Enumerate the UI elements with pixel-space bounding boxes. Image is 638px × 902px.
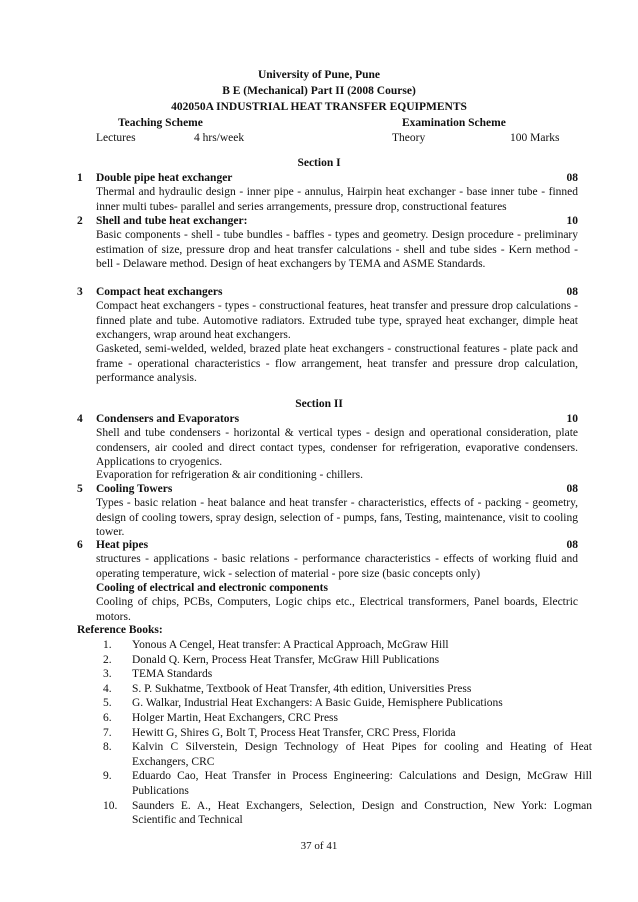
reference-books-heading: Reference Books: bbox=[77, 624, 163, 636]
reference-text: Donald Q. Kern, Process Heat Transfer, McGraw Hill Publications bbox=[132, 653, 440, 666]
unit-hours: 08 bbox=[566, 539, 578, 551]
unit-title: Shell and tube heat exchanger: bbox=[96, 215, 248, 227]
unit-title: Heat pipes bbox=[96, 539, 149, 551]
list-item bbox=[0, 696, 638, 711]
unit-description: Types - basic relation - heat balance and heat transfer - characteristics, effects of - packing - geometry, design of cooling towers, spray design, selection of - pumps, fans, Testing, maintenance, visit to cooling tower. bbox=[96, 497, 578, 539]
reference-number: 6. bbox=[103, 711, 112, 724]
unit-description: Compact heat exchangers - types - constructional features, heat transfer and pressure drop calculations - finned plate and tube. Automotive radiators. Extruded tube type, sprayed heat exchanger, dimple heat exchangers, wrap around heat exchangers. bbox=[96, 300, 578, 342]
reference-text: Holger Martin, Heat Exchangers, CRC Press bbox=[132, 711, 339, 724]
reference-text: Hewitt G, Shires G, Bolt T, Process Heat Transfer, CRC Press, Florida bbox=[132, 726, 456, 739]
reference-number: 8. bbox=[103, 741, 112, 754]
unit-number: 3 bbox=[77, 286, 83, 298]
lectures-value: 4 hrs/week bbox=[194, 132, 245, 144]
unit-hours: 10 bbox=[566, 215, 578, 227]
unit-subtitle: Cooling of electrical and electronic components bbox=[96, 582, 328, 594]
reference-text: Saunders E. A., Heat Exchangers, Selection, Design and Construction, New York: Logman Scientific and Technical bbox=[132, 799, 592, 827]
list-item bbox=[0, 726, 638, 741]
reference-number: 1. bbox=[103, 639, 112, 651]
list-item bbox=[0, 740, 638, 769]
list-item bbox=[0, 638, 638, 653]
reference-number: 2. bbox=[103, 653, 112, 666]
unit-hours: 08 bbox=[566, 483, 578, 495]
unit-hours: 08 bbox=[566, 172, 578, 184]
unit-description: Gasketed, semi-welded, welded, brazed plate heat exchangers - constructional features - plate pack and frame - operational characteristics - flow arrangement, heat transfer and pressure drop calculation, performance analysis. bbox=[96, 343, 578, 385]
section-1-heading: Section I bbox=[297, 157, 341, 169]
unit-description: Cooling of chips, PCBs, Computers, Logic chips etc., Electrical transformers, Panel boards, Electric motors. bbox=[96, 596, 578, 623]
unit-title: Compact heat exchangers bbox=[96, 286, 223, 298]
unit-number: 4 bbox=[77, 413, 83, 425]
teaching-scheme-label: Teaching Scheme bbox=[118, 117, 203, 129]
lectures-label: Lectures bbox=[96, 132, 136, 144]
unit-description: Thermal and hydraulic design - inner pipe - annulus, Hairpin heat exchanger - base inner tube - finned inner multi tubes- parallel and series arrangements, pressure drop, constructional features bbox=[96, 186, 578, 213]
unit-hours: 10 bbox=[566, 413, 578, 425]
unit-description: Basic components - shell - tube bundles - baffles - types and geometry. Design procedure - preliminary estimation of size, pressure drop and heat transfer calculations - shell and tube sides - Kern method - bell - Delaware method. Design of heat exchangers by TEMA and ASME Standards. bbox=[96, 229, 578, 271]
unit-number: 2 bbox=[77, 215, 83, 227]
university-name: University of Pune, Pune bbox=[257, 69, 381, 81]
unit-description: structures - applications - basic relations - performance characteristics - effects of working fluid and operating temperature, wick - selection of material - pore size (basic concepts only) bbox=[96, 553, 578, 580]
section-2-heading: Section II bbox=[295, 398, 343, 410]
reference-number: 5. bbox=[103, 697, 112, 710]
reference-text: G. Walkar, Industrial Heat Exchangers: A Basic Guide, Hemisphere Publications bbox=[132, 697, 503, 710]
reference-text: TEMA Standards bbox=[132, 668, 213, 681]
unit-number: 6 bbox=[77, 539, 83, 551]
theory-label: Theory bbox=[392, 132, 426, 144]
subject-title: 402050A INDUSTRIAL HEAT TRANSFER EQUIPMENTS bbox=[171, 101, 467, 113]
examination-scheme-label: Examination Scheme bbox=[402, 117, 506, 129]
page-number: 37 of 41 bbox=[300, 840, 338, 852]
list-item bbox=[0, 682, 638, 697]
list-item bbox=[0, 711, 638, 726]
reference-text: Kalvin C Silverstein, Design Technology of Heat Pipes for cooling and Heating of Heat Exchangers, CRC bbox=[132, 741, 592, 768]
unit-hours: 08 bbox=[566, 286, 578, 298]
reference-number: 4. bbox=[103, 682, 112, 695]
list-item bbox=[0, 799, 638, 828]
list-item bbox=[0, 653, 638, 668]
list-item bbox=[0, 667, 638, 682]
unit-description: Evaporation for refrigeration & air conditioning - chillers. bbox=[96, 469, 363, 481]
unit-number: 1 bbox=[77, 172, 83, 184]
reference-text: S. P. Sukhatme, Textbook of Heat Transfer, 4th edition, Universities Press bbox=[132, 682, 472, 695]
reference-number: 10. bbox=[103, 799, 118, 812]
unit-title: Condensers and Evaporators bbox=[96, 413, 240, 425]
reference-text: Yonous A Cengel, Heat transfer: A Practical Approach, McGraw Hill bbox=[132, 639, 449, 651]
theory-value: 100 Marks bbox=[510, 132, 560, 144]
list-item bbox=[0, 769, 638, 798]
unit-number: 5 bbox=[77, 483, 83, 495]
reference-text: Eduardo Cao, Heat Transfer in Process Engineering: Calculations and Design, McGraw Hill Publications bbox=[132, 770, 592, 797]
reference-list bbox=[0, 638, 638, 828]
reference-number: 9. bbox=[103, 770, 112, 783]
course-title: B E (Mechanical) Part II (2008 Course) bbox=[222, 85, 416, 97]
unit-title: Double pipe heat exchanger bbox=[96, 172, 233, 184]
reference-number: 3. bbox=[103, 668, 112, 681]
unit-title: Cooling Towers bbox=[96, 483, 173, 495]
reference-number: 7. bbox=[103, 726, 112, 739]
unit-description: Shell and tube condensers - horizontal & vertical types - design and operational consideration, plate condensers, air cooled and direct contact types, condenser for refrigeration, evaporative condensers. Applications to cryogenics. bbox=[96, 427, 578, 469]
